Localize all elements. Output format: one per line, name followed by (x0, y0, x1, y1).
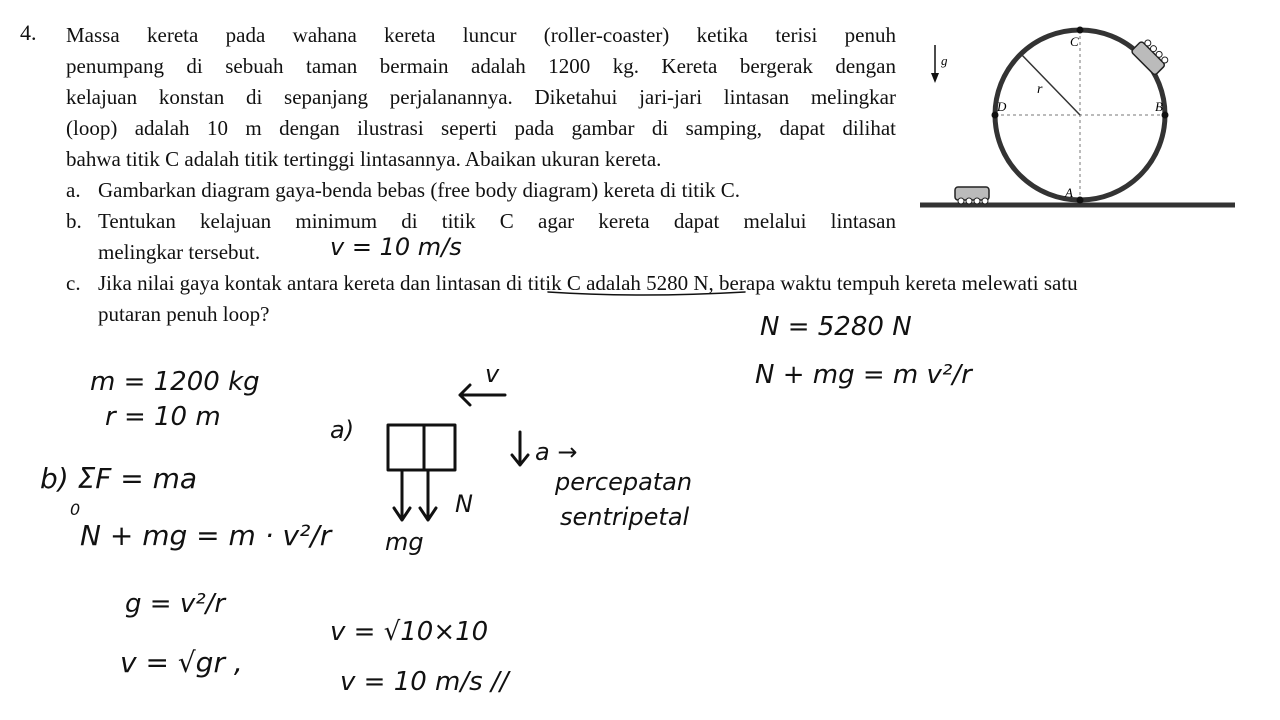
para-line-1: Massa kereta pada wahana kereta luncur (roller-coaster) ketika terisi penuh (66, 23, 896, 47)
label-c: C (1070, 34, 1079, 49)
hand-v-result: v = 10 m/s // (340, 667, 509, 697)
item-c-line1: Jika nilai gaya kontak antara kereta dan lintasan di titik C adalah 5280 N, berapa waktu tempuh kereta melewati satu (98, 271, 1078, 295)
item-a-label: a. (66, 178, 81, 202)
item-c-label: c. (66, 271, 81, 295)
fbd-mg-arrow (394, 470, 410, 520)
question-number: 4. (20, 20, 37, 45)
label-d: D (997, 99, 1007, 114)
fbd-cart-box (388, 425, 455, 470)
item-b-line1: Tentukan kelajuan minimum di titik C agar kereta dapat melalui lintasan (98, 209, 896, 233)
a-dir-label: a → (535, 438, 578, 466)
label-b: B (1155, 99, 1163, 114)
hand-b-answer: v = 10 m/s (330, 233, 462, 261)
item-c-line2: putaran penuh loop? (98, 302, 270, 326)
fbd-n-arrow (420, 470, 436, 520)
v-label: v (485, 360, 500, 388)
item-b-line2: melingkar tersebut. (98, 240, 261, 264)
hand-n-given: N = 5280 N (760, 312, 912, 342)
para-line-5: bahwa titik C adalah titik tertinggi lintasannya. Abaikan ukuran kereta. (66, 147, 662, 171)
item-a-text: Gambarkan diagram gaya-benda bebas (free body diagram) kereta di titik C. (98, 178, 740, 202)
hand-b-eq: N + mg = m · v²/r (80, 519, 332, 552)
hand-c-equation: N + mg = m v²/r (755, 360, 972, 390)
hand-v-sub: v = √10×10 (330, 617, 489, 647)
sentripetal-label: sentripetal (560, 503, 690, 531)
hand-a-label: a) (330, 416, 355, 444)
item-b-label: b. (66, 209, 82, 233)
para-line-4: (loop) adalah 10 m dengan ilustrasi seperti pada gambar di samping, dapat dilihat (66, 116, 896, 140)
label-r: r (1037, 82, 1043, 97)
label-g: g⃗ (941, 53, 958, 68)
para-line-2: penumpang di sebuah taman bermain adalah 1200 kg. Kereta bergerak dengan (66, 54, 896, 78)
hand-zero: 0 (70, 500, 81, 519)
hand-given-m: m = 1200 kg (90, 367, 260, 397)
fbd-mg-label: mg (385, 528, 424, 556)
percepatan-label: percepatan (555, 468, 693, 496)
para-line-3: kelajuan konstan di sepanjang perjalanannya. Diketahui jari-jari lintasan melingkar (66, 85, 896, 109)
hand-g-eq: g = v²/r (125, 589, 226, 619)
underline-1200 (548, 292, 745, 295)
v-arrow (460, 385, 505, 405)
hand-given-r: r = 10 m (105, 402, 221, 432)
label-a: A (1065, 185, 1073, 200)
hand-sum-f: b) ΣF = ma (40, 462, 198, 495)
fbd-n-label: N (455, 490, 473, 518)
hand-v-eq: v = √gr , (120, 646, 243, 679)
a-down-arrow (512, 432, 528, 465)
